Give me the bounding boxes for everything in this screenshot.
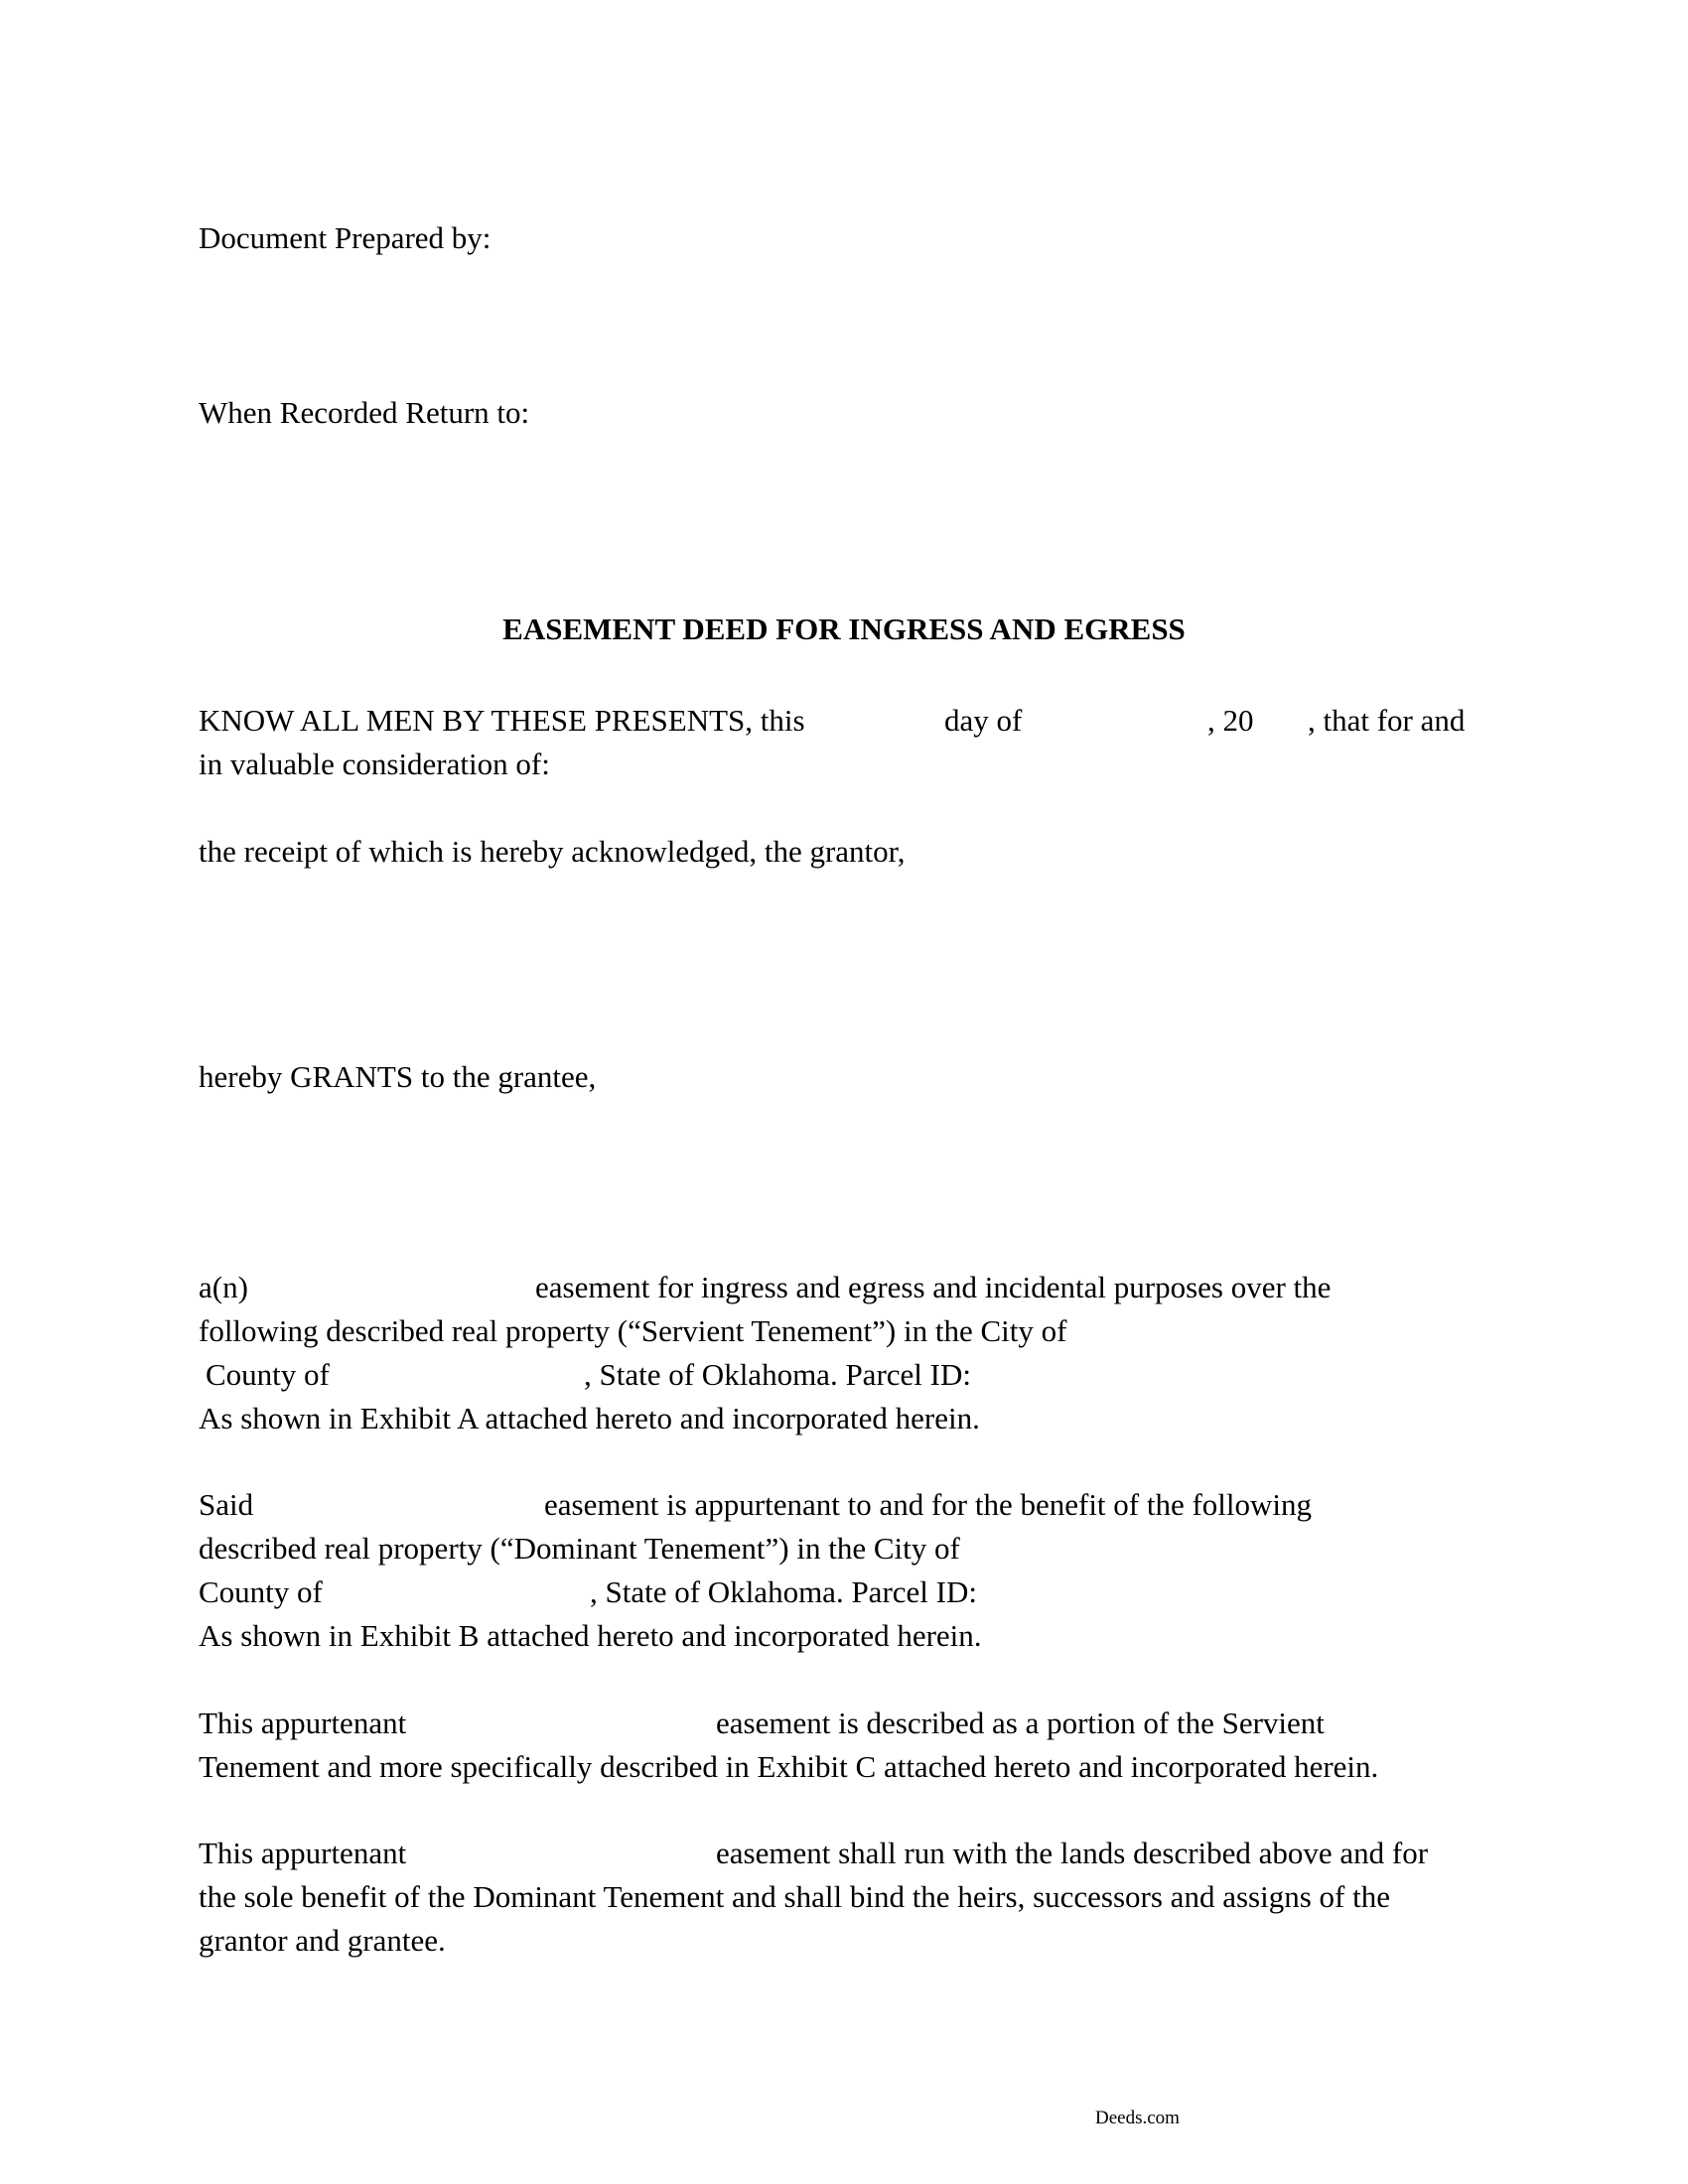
- intro-that-for-and: , that for and: [1308, 703, 1466, 738]
- servient-a-n: a(n): [199, 1270, 248, 1304]
- dominant-line2: described real property (“Dominant Tenement”) in the City of: [199, 1531, 960, 1566]
- dominant-state-parcel: , State of Oklahoma. Parcel ID:: [590, 1574, 977, 1609]
- servient-line1: easement for ingress and egress and incidental purposes over the: [535, 1270, 1332, 1304]
- described-lead: This appurtenant: [199, 1706, 407, 1740]
- intro-consideration-line: in valuable consideration of:: [199, 747, 550, 781]
- run-with-lead: This appurtenant: [199, 1836, 407, 1870]
- document-title: EASEMENT DEED FOR INGRESS AND EGRESS: [502, 612, 1186, 646]
- dominant-county-of: County of: [199, 1574, 323, 1609]
- return-to-label: When Recorded Return to:: [199, 395, 530, 430]
- servient-state-parcel: , State of Oklahoma. Parcel ID:: [584, 1357, 971, 1392]
- servient-county-of: County of: [206, 1357, 330, 1392]
- prepared-by-label: Document Prepared by:: [199, 220, 492, 255]
- run-with-line3: grantor and grantee.: [199, 1923, 446, 1958]
- described-line2: Tenement and more specifically described in Exhibit C attached hereto and incorporated herein.: [199, 1749, 1379, 1784]
- intro-day-of: day of: [944, 703, 1023, 738]
- intro-year-prefix: , 20: [1207, 703, 1254, 738]
- footer-watermark: Deeds.com: [1095, 2108, 1180, 2128]
- dominant-said: Said: [199, 1487, 254, 1522]
- dominant-exhibit: As shown in Exhibit B attached hereto and incorporated herein.: [199, 1618, 982, 1653]
- dominant-line1: easement is appurtenant to and for the benefit of the following: [544, 1487, 1313, 1522]
- receipt-text: the receipt of which is hereby acknowledged, the grantor,: [199, 834, 906, 869]
- servient-exhibit: As shown in Exhibit A attached hereto and incorporated herein.: [199, 1401, 980, 1435]
- servient-line2: following described real property (“Servient Tenement”) in the City of: [199, 1313, 1067, 1348]
- run-with-line2: the sole benefit of the Dominant Tenement and shall bind the heirs, successors and assigns of the: [199, 1879, 1390, 1914]
- described-line1: easement is described as a portion of the Servient: [716, 1706, 1325, 1740]
- run-with-line1: easement shall run with the lands described above and for: [716, 1836, 1429, 1870]
- grants-text: hereby GRANTS to the grantee,: [199, 1059, 597, 1094]
- intro-know-all-men: KNOW ALL MEN BY THESE PRESENTS, this: [199, 703, 805, 738]
